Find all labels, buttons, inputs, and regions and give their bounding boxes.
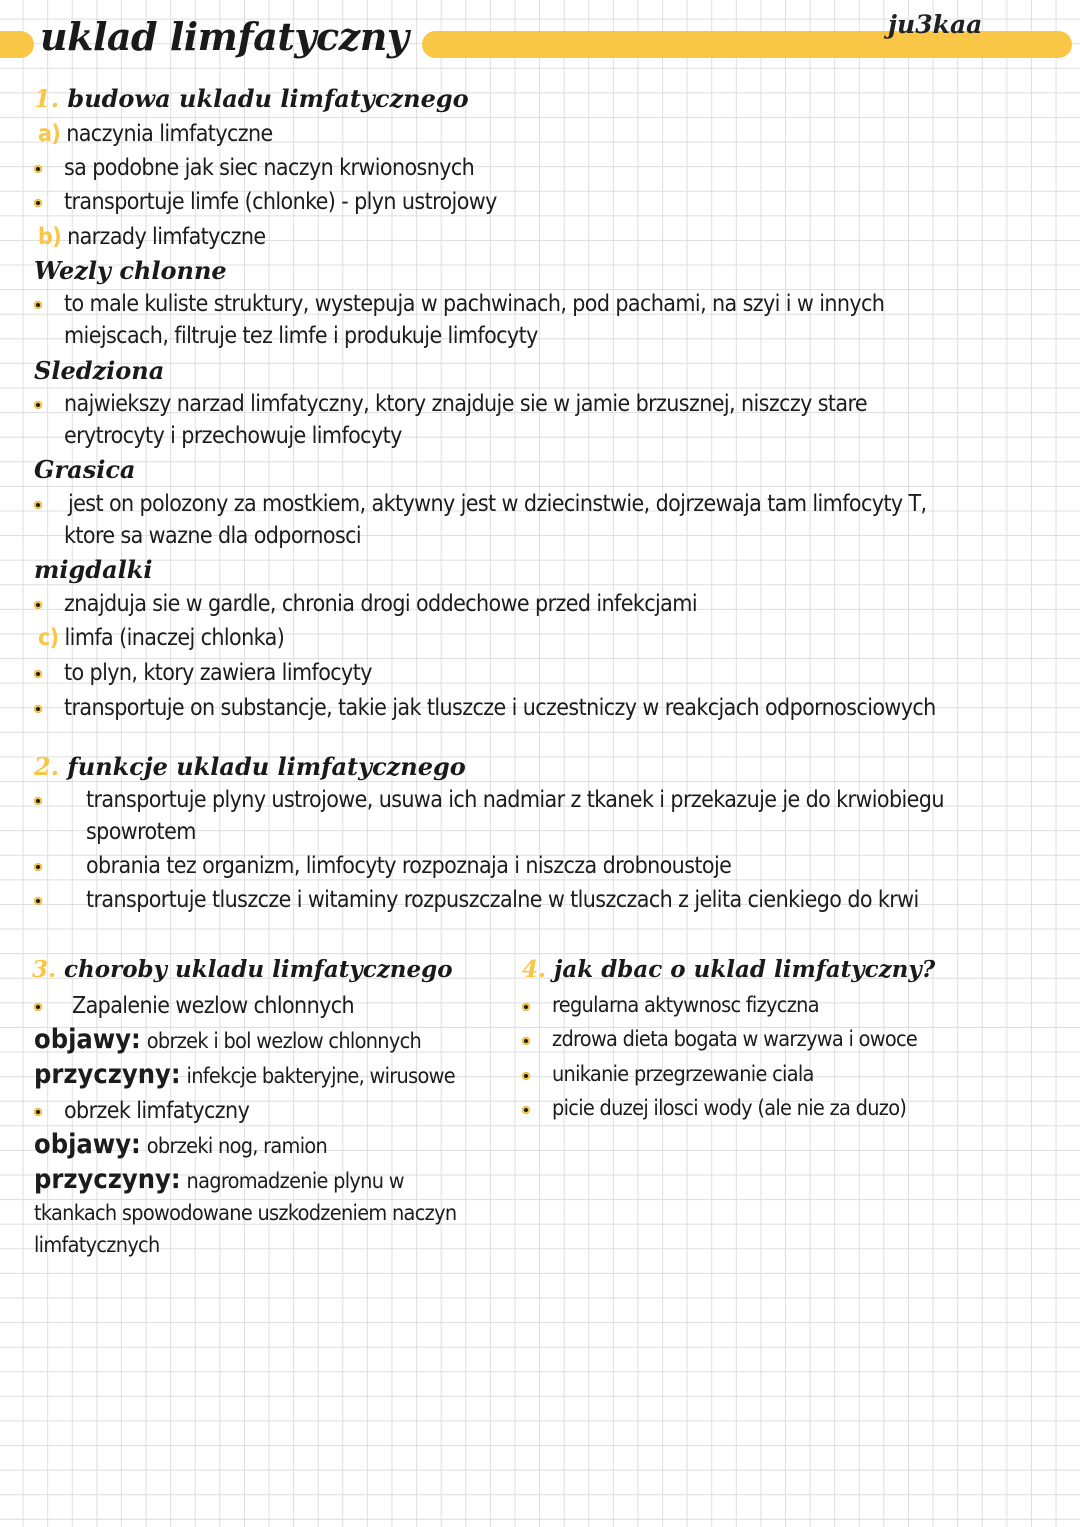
causes-text-1: nagromadzenie plynu w <box>186 1169 404 1194</box>
causes-text-2: tkankach spowodowane uszkodzeniem naczyn <box>34 1201 457 1226</box>
subsection-b-text: narzady limfatyczne <box>67 224 266 250</box>
function-item-3: transportuje tluszcze i witaminy rozpuszczalne w tluszczach z jelita cienkiego do krwi <box>86 887 919 913</box>
section-1-number: 1. <box>34 84 60 113</box>
bullet-icon <box>34 705 42 713</box>
care-item: regularna aktywnosc fizyczna <box>552 993 819 1018</box>
function-item-2: obrania tez organizm, limfocyty rozpoznaja i niszcza drobnoustoje <box>86 853 732 879</box>
section-1-title: budowa ukladu limfatycznego <box>67 84 469 113</box>
disease-2-name: obrzek limfatyczny <box>64 1098 250 1124</box>
organ-desc-wezly-1: to male kuliste struktury, wystepuja w pachwinach, pod pachami, na szyi i w innych <box>64 291 885 317</box>
section-2-title: funkcje ukladu limfatycznego <box>67 752 466 781</box>
subsection-c <box>38 622 284 654</box>
author-signature: ju3kaa <box>888 10 983 39</box>
organ-desc-wezly-2: miejscach, filtruje tez limfe i produkuje limfocyty <box>64 323 538 349</box>
causes-label: przyczyny: <box>34 1164 181 1195</box>
organ-desc-migdalki: znajduja sie w gardle, chronia drogi oddechowe przed infekcjami <box>64 591 697 617</box>
section-4-number: 4. <box>522 956 547 983</box>
subsection-a-text: naczynia limfatyczne <box>66 121 273 147</box>
section-2-heading <box>34 752 466 781</box>
bullet-icon <box>34 199 42 207</box>
care-item: picie duzej ilosci wody (ale nie za duzo) <box>552 1096 907 1121</box>
bullet-icon <box>34 863 42 871</box>
section-3-heading <box>32 956 453 983</box>
letter-a: a) <box>38 121 61 147</box>
bullet-icon <box>522 1106 530 1114</box>
section-3-number: 3. <box>32 956 57 983</box>
organ-desc-grasica-2: ktore sa wazne dla odpornosci <box>64 523 362 549</box>
list-item: to plyn, ktory zawiera limfocyty <box>64 660 372 686</box>
care-item: unikanie przegrzewanie ciala <box>552 1062 814 1087</box>
organ-heading-migdalki: migdalki <box>34 555 153 584</box>
bullet-icon <box>34 601 42 609</box>
disease-2-causes <box>34 1164 404 1198</box>
letter-c: c) <box>38 625 59 651</box>
bullet-icon <box>34 501 42 509</box>
symptoms-label: objawy: <box>34 1129 141 1160</box>
bullet-icon <box>522 1072 530 1080</box>
bullet-icon <box>34 1108 42 1116</box>
section-1-heading <box>34 84 469 113</box>
disease-1-name: Zapalenie wezlow chlonnych <box>72 993 355 1019</box>
causes-text-3: limfatycznych <box>34 1233 160 1258</box>
bullet-icon <box>34 670 42 678</box>
bullet-icon <box>34 301 42 309</box>
bullet-icon <box>522 1037 530 1045</box>
section-4-title: jak dbac o uklad limfatyczny? <box>554 956 936 983</box>
bullet-icon <box>34 897 42 905</box>
organ-heading-grasica: Grasica <box>34 455 136 484</box>
list-item: transportuje limfe (chlonke) - plyn ustrojowy <box>64 189 497 215</box>
causes-label: przyczyny: <box>34 1059 181 1090</box>
function-item-1-line-1: transportuje plyny ustrojowe, usuwa ich nadmiar z tkanek i przekazuje je do krwiobiegu <box>86 787 944 813</box>
letter-b: b) <box>38 224 62 250</box>
bullet-icon <box>34 165 42 173</box>
disease-2-symptoms <box>34 1129 327 1163</box>
section-2-number: 2. <box>34 752 60 781</box>
symptoms-text: obrzek i bol wezlow chlonnych <box>146 1029 422 1054</box>
section-4-heading <box>522 956 935 983</box>
organ-desc-sledziona-2: erytrocyty i przechowuje limfocyty <box>64 423 402 449</box>
function-item-1-line-2: spowrotem <box>86 819 196 845</box>
disease-1-symptoms <box>34 1024 421 1058</box>
subsection-a <box>38 118 273 150</box>
bullet-icon <box>34 797 42 805</box>
organ-desc-grasica-1: jest on polozony za mostkiem, aktywny jest w dziecinstwie, dojrzewaja tam limfocyty T, <box>68 491 927 517</box>
bullet-icon <box>34 401 42 409</box>
disease-1-causes <box>34 1059 455 1093</box>
symptoms-text: obrzeki nog, ramion <box>146 1134 328 1159</box>
organ-heading-sledziona: Sledziona <box>34 356 165 385</box>
title-highlight-left <box>0 31 34 58</box>
care-item: zdrowa dieta bogata w warzywa i owoce <box>552 1027 918 1052</box>
organ-desc-sledziona-1: najwiekszy narzad limfatyczny, ktory znajduje sie w jamie brzusznej, niszczy stare <box>64 391 868 417</box>
symptoms-label: objawy: <box>34 1024 141 1055</box>
subsection-c-text: limfa (inaczej chlonka) <box>64 625 285 651</box>
list-item: transportuje on substancje, takie jak tluszcze i uczestniczy w reakcjach odpornosciowych <box>64 695 936 721</box>
bullet-icon <box>34 1003 42 1011</box>
organ-heading-wezly: Wezly chlonne <box>34 256 227 285</box>
causes-text: infekcje bakteryjne, wirusowe <box>186 1064 455 1089</box>
subsection-b <box>38 221 266 253</box>
page-title: uklad limfatyczny <box>40 14 409 59</box>
list-item: sa podobne jak siec naczyn krwionosnych <box>64 155 475 181</box>
section-3-title: choroby ukladu limfatycznego <box>64 956 453 983</box>
bullet-icon <box>522 1003 530 1011</box>
